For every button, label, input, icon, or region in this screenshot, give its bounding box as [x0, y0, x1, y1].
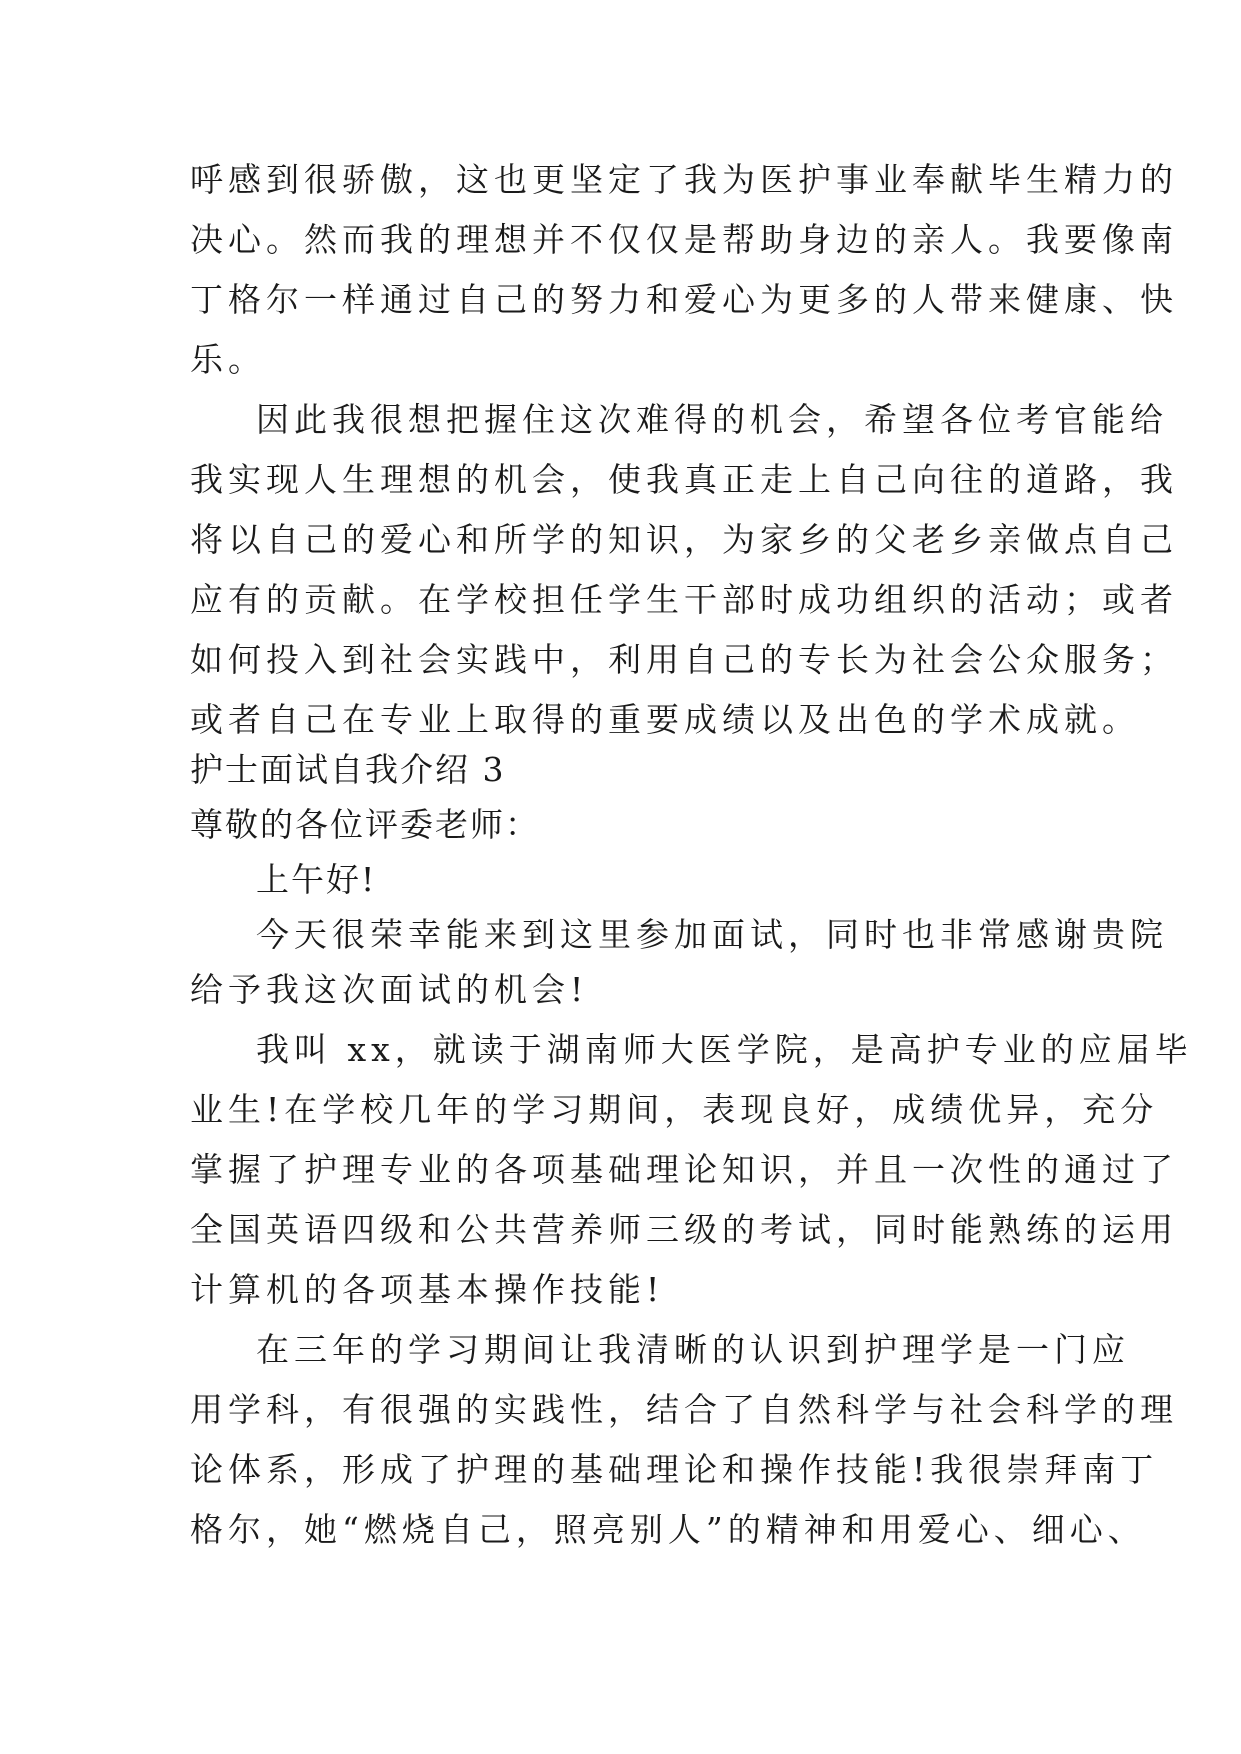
text-line: 今天很荣幸能来到这里参加面试，同时也非常感谢贵院: [256, 915, 1168, 954]
text-line: 因此我很想把握住这次难得的机会，希望各位考官能给: [256, 400, 1168, 439]
text-line: 丁格尔一样通过自己的努力和爱心为更多的人带来健康、快: [190, 280, 1178, 319]
text-line: 用学科，有很强的实践性，结合了自然科学与社会科学的理: [190, 1390, 1178, 1429]
salutation: 尊敬的各位评委老师：: [190, 805, 540, 844]
text-line: 论体系，形成了护理的基础理论和操作技能!我很崇拜南丁: [190, 1450, 1159, 1489]
text-line: 呼感到很骄傲，这也更坚定了我为医护事业奉献毕生精力的: [190, 160, 1178, 199]
text-line: 如何投入到社会实践中，利用自己的专长为社会公众服务；: [190, 640, 1178, 679]
text-line: 业生!在学校几年的学习期间，表现良好，成绩优异，充分: [190, 1090, 1159, 1129]
text-line: 在三年的学习期间让我清晰的认识到护理学是一门应: [256, 1330, 1130, 1369]
text-line: 乐。: [190, 340, 266, 379]
text-line: 格尔，她“燃烧自己，照亮别人”的精神和用爱心、细心、: [190, 1510, 1146, 1549]
text-line: 我实现人生理想的机会，使我真正走上自己向往的道路，我: [190, 460, 1178, 499]
text-line: 将以自己的爱心和所学的知识，为家乡的父老乡亲做点自己: [190, 520, 1178, 559]
greeting: 上午好!: [256, 860, 377, 899]
text-line: 或者自己在专业上取得的重要成绩以及出色的学术成就。: [190, 700, 1140, 739]
text-line: 应有的贡献。在学校担任学生干部时成功组织的活动；或者: [190, 580, 1178, 619]
text-line: 给予我这次面试的机会!: [190, 970, 589, 1009]
text-line: 决心。然而我的理想并不仅仅是帮助身边的亲人。我要像南: [190, 220, 1178, 259]
section-heading: 护士面试自我介绍 3: [190, 750, 506, 789]
text-line: 我叫 xx，就读于湖南师大医学院，是高护专业的应届毕: [256, 1030, 1193, 1069]
text-line: 计算机的各项基本操作技能!: [190, 1270, 665, 1309]
text-line: 掌握了护理专业的各项基础理论知识，并且一次性的通过了: [190, 1150, 1178, 1189]
text-line: 全国英语四级和公共营养师三级的考试，同时能熟练的运用: [190, 1210, 1178, 1249]
